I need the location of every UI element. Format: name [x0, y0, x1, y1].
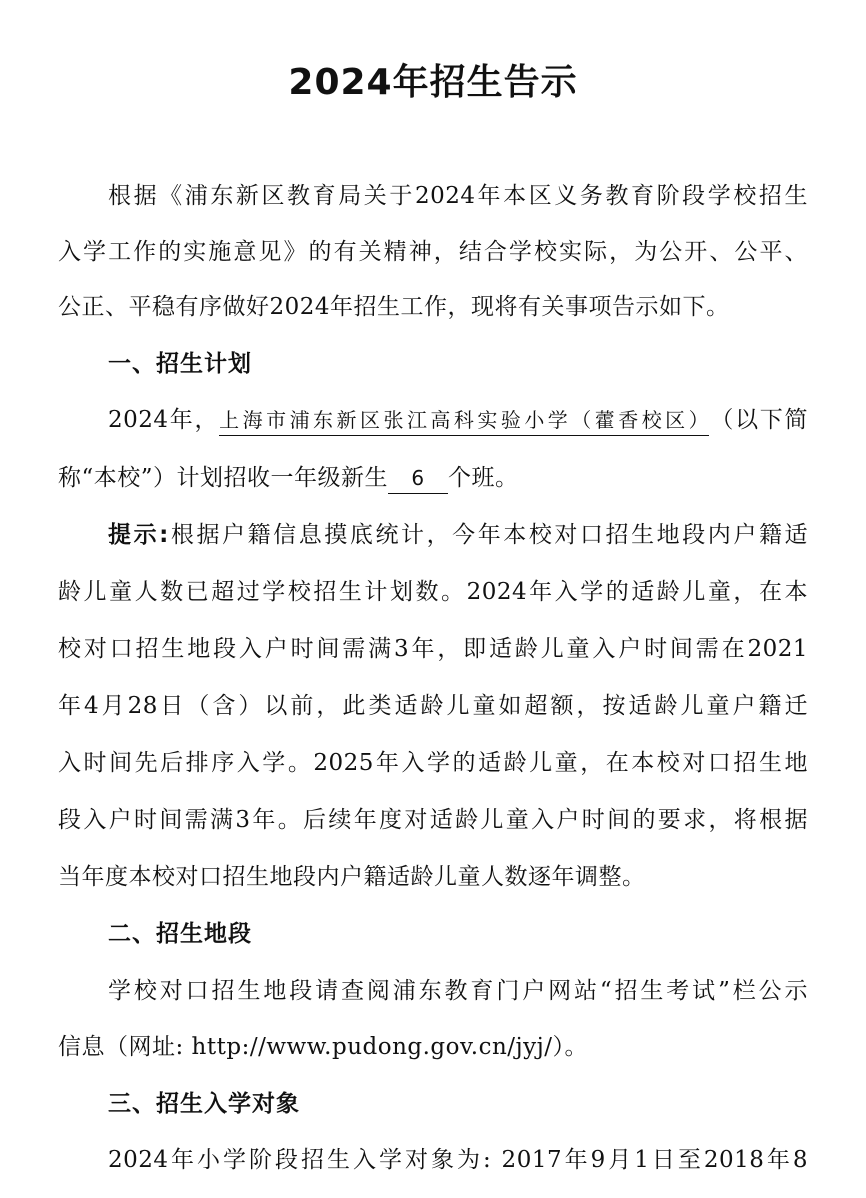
tip-line-7: 当年度本校对口招生地段内户籍适龄儿童人数逐年调整。 [58, 864, 646, 890]
intro-line-3: 公正、平稳有序做好2024年招生工作，现将有关事项告示如下。 [58, 294, 730, 320]
tip-line-3: 校对口招生地段入户时间需满3年，即适龄儿童入户时间需在2021 [58, 636, 808, 662]
section-heading-enrollment-plan: 一、招生计划 [108, 351, 252, 377]
intro-line-2: 入学工作的实施意见》的有关精神，结合学校实际，为公开、公平、 [58, 239, 808, 265]
school-name-field: 上海市浦东新区张江高科实验小学（藿香校区） [219, 405, 709, 436]
section-heading-enrollment-area: 二、招生地段 [108, 921, 252, 947]
plan-line1-suffix: （以下简 [709, 407, 808, 433]
plan-line2-suffix: 个班。 [448, 465, 519, 491]
plan-year-prefix: 2024年， [108, 407, 220, 433]
plan-line2-prefix: 称“本校”）计划招收一年级新生 [58, 465, 389, 491]
tip-line-6: 段入户时间需满3年。后续年度对适龄儿童入户时间的要求，将根据 [58, 807, 808, 833]
tip-line-4: 年4月28日（含）以前，此类适龄儿童如超额，按适龄儿童户籍迁 [58, 693, 808, 719]
tip-line-1 [108, 515, 808, 555]
intro-line-1: 根据《浦东新区教育局关于2024年本区义务教育阶段学校招生 [108, 183, 808, 209]
class-count-field: 6 [388, 463, 448, 494]
plan-line-2 [58, 458, 808, 498]
plan-line-1 [108, 400, 808, 440]
document-title: 2024年招生告示 [288, 62, 578, 103]
tip-first-text: 根据户籍信息摸底统计，今年本校对口招生地段内户籍适 [168, 522, 809, 548]
area-line-1: 学校对口招生地段请查阅浦东教育门户网站“招生考试”栏公示 [108, 978, 808, 1004]
tip-line-2: 龄儿童人数已超过学校招生计划数。2024年入学的适龄儿童，在本 [58, 579, 808, 605]
section-heading-enrollment-targets: 三、招生入学对象 [108, 1091, 300, 1117]
tip-line-5: 入时间先后排序入学。2025年入学的适龄儿童，在本校对口招生地 [58, 750, 808, 776]
targets-line-1: 2024年小学阶段招生入学对象为: 2017年9月1日至2018年8 [108, 1147, 808, 1173]
tip-label: 提示: [108, 522, 169, 548]
area-line-2: 信息（网址: http://www.pudong.gov.cn/jyj/）。 [58, 1034, 589, 1060]
